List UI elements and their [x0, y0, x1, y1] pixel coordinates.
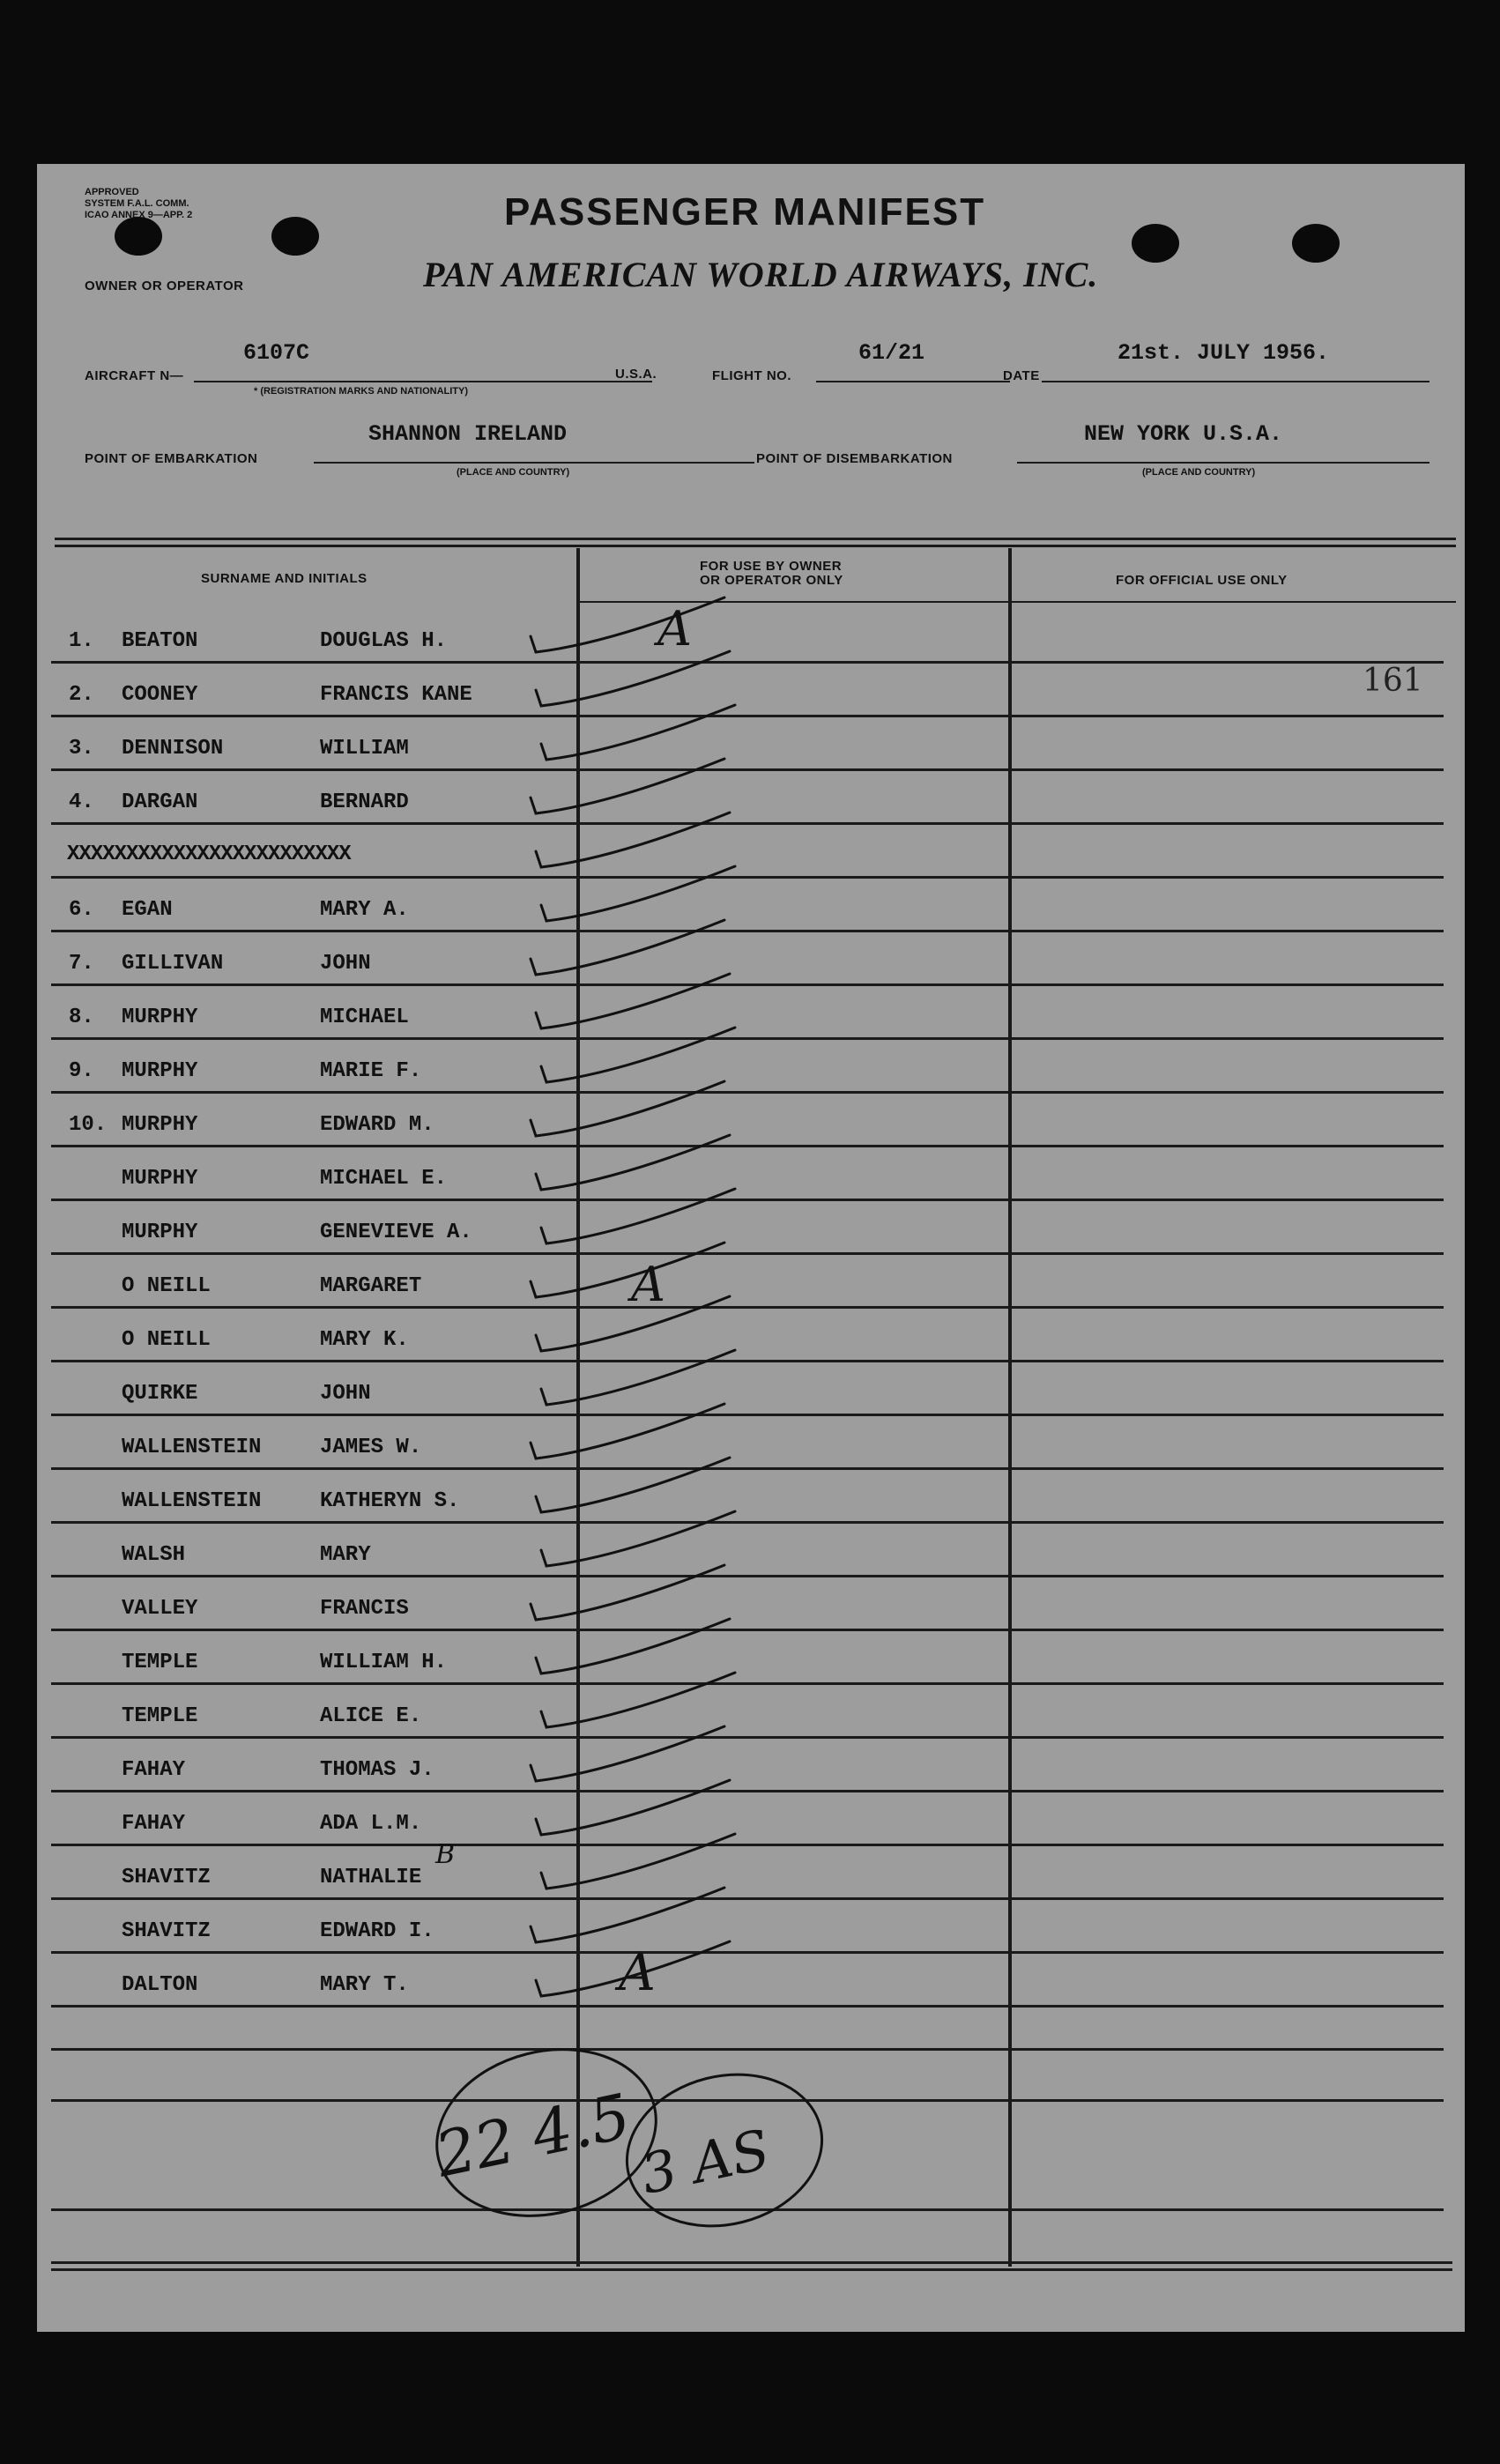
check-mark: [541, 1189, 735, 1243]
check-mark: [531, 759, 724, 813]
passenger-surname: FAHAY: [122, 1812, 186, 1836]
passenger-surname: MURPHY: [122, 1006, 198, 1029]
passenger-number: 7.: [69, 952, 94, 976]
check-mark: [536, 1135, 730, 1190]
embark-note: (PLACE AND COUNTRY): [457, 467, 570, 478]
passenger-surname: MURPHY: [122, 1167, 198, 1191]
passenger-given-names: ALICE E.: [320, 1704, 422, 1728]
aircraft-value: 6107C: [243, 340, 310, 366]
passenger-number: 6.: [69, 898, 94, 922]
check-mark: [541, 1511, 735, 1566]
passenger-given-names: MARY K.: [320, 1328, 409, 1352]
passenger-surname: MURPHY: [122, 1113, 198, 1137]
passenger-surname: COONEY: [122, 683, 198, 707]
passenger-surname: GILLIVAN: [122, 952, 224, 976]
check-mark: [531, 1404, 724, 1458]
embark-value: SHANNON IRELAND: [368, 421, 568, 447]
passenger-surname: MURPHY: [122, 1059, 198, 1083]
passenger-given-names: NATHALIE: [320, 1866, 422, 1889]
page-title: PASSENGER MANIFEST: [504, 190, 986, 234]
passenger-surname: WALLENSTEIN: [122, 1489, 262, 1513]
date-value: 21st. JULY 1956.: [1118, 340, 1330, 366]
column-header-name: SURNAME AND INITIALS: [201, 571, 368, 586]
check-mark: [531, 1081, 724, 1136]
passenger-number: 9.: [69, 1059, 94, 1083]
passenger-surname: WALLENSTEIN: [122, 1436, 262, 1459]
check-mark: [531, 1243, 724, 1297]
passenger-surname: TEMPLE: [122, 1704, 198, 1728]
passenger-given-names: MARY: [320, 1543, 371, 1567]
disembark-value: NEW YORK U.S.A.: [1084, 421, 1283, 447]
passenger-given-names: WILLIAM: [320, 737, 409, 761]
passenger-surname: TEMPLE: [122, 1651, 198, 1674]
passenger-given-names: ADA L.M.: [320, 1812, 422, 1836]
passenger-surname: SHAVITZ: [122, 1919, 211, 1943]
mark-a-dalton: A: [619, 1942, 656, 2002]
approval-line-1: APPROVED: [85, 187, 139, 197]
official-number: 161: [1363, 663, 1423, 699]
check-mark: [536, 1780, 730, 1835]
embark-label: POINT OF EMBARKATION: [85, 451, 258, 466]
passenger-number: 8.: [69, 1006, 94, 1029]
passenger-given-names: MARGARET: [320, 1274, 422, 1298]
total-left: 22 4.5: [429, 2080, 637, 2192]
disembark-note: (PLACE AND COUNTRY): [1142, 467, 1256, 478]
check-mark: [531, 920, 724, 975]
column-header-owner-2: OR OPERATOR ONLY: [700, 573, 843, 588]
passenger-given-names: WILLIAM H.: [320, 1651, 448, 1674]
aircraft-label: AIRCRAFT N—: [85, 368, 184, 383]
passenger-surname: DALTON: [122, 1973, 198, 1997]
check-mark: [536, 813, 730, 867]
passenger-number: 4.: [69, 790, 94, 814]
passenger-given-names: MARIE F.: [320, 1059, 422, 1083]
check-mark: [536, 651, 730, 706]
column-header-owner-1: FOR USE BY OWNER: [700, 559, 843, 574]
passenger-number: 1.: [69, 629, 94, 653]
passenger-given-names: MARY A.: [320, 898, 409, 922]
passenger-given-names: EDWARD M.: [320, 1113, 434, 1137]
approval-line-3: ICAO ANNEX 9—APP. 2: [85, 210, 193, 220]
check-mark: [531, 1565, 724, 1620]
struck-entry: XXXXXXXXXXXXXXXXXXXXXXXX: [67, 842, 351, 866]
passenger-surname: O NEILL: [122, 1274, 211, 1298]
passenger-given-names: JOHN: [320, 1382, 371, 1406]
passenger-surname: FAHAY: [122, 1758, 186, 1782]
passenger-given-names: KATHERYN S.: [320, 1489, 460, 1513]
passenger-given-names: DOUGLAS H.: [320, 629, 448, 653]
disembark-label: POINT OF DISEMBARKATION: [756, 451, 953, 466]
passenger-given-names: EDWARD I.: [320, 1919, 434, 1943]
passenger-given-names: FRANCIS: [320, 1597, 409, 1621]
passenger-surname: MURPHY: [122, 1221, 198, 1244]
passenger-given-names: JAMES W.: [320, 1436, 422, 1459]
passenger-given-names: THOMAS J.: [320, 1758, 434, 1782]
passenger-surname: O NEILL: [122, 1328, 211, 1352]
passenger-surname: QUIRKE: [122, 1382, 198, 1406]
check-mark: [531, 1726, 724, 1781]
flight-value: 61/21: [858, 340, 925, 366]
passenger-given-names: MICHAEL E.: [320, 1167, 448, 1191]
check-mark: [541, 1028, 735, 1082]
check-mark: [541, 705, 735, 760]
check-mark: [536, 1458, 730, 1512]
passenger-surname: WALSH: [122, 1543, 186, 1567]
column-header-official: FOR OFFICIAL USE ONLY: [1116, 573, 1288, 588]
total-right: 3 AS: [635, 2117, 776, 2208]
check-mark: [536, 974, 730, 1028]
handwriting-layer: [37, 164, 1465, 2332]
passenger-given-names: BERNARD: [320, 790, 409, 814]
check-mark: [541, 1673, 735, 1727]
mark-a-beaton: A: [657, 601, 692, 657]
approval-line-2: SYSTEM F.A.L. COMM.: [85, 198, 189, 209]
passenger-given-names: GENEVIEVE A.: [320, 1221, 472, 1244]
passenger-given-names: MARY T.: [320, 1973, 409, 1997]
registration-note: * (REGISTRATION MARKS AND NATIONALITY): [254, 386, 469, 397]
owner-label: OWNER OR OPERATOR: [85, 278, 244, 293]
mark-b-shavitz: B: [435, 1839, 456, 1870]
passenger-surname: SHAVITZ: [122, 1866, 211, 1889]
check-mark: [531, 1888, 724, 1942]
check-mark: [531, 597, 724, 652]
passenger-number: 3.: [69, 737, 94, 761]
check-mark: [541, 1834, 735, 1889]
usa-label: U.S.A.: [615, 367, 657, 382]
passenger-number: 10.: [69, 1113, 108, 1137]
passenger-surname: DENNISON: [122, 737, 224, 761]
flight-label: FLIGHT NO.: [712, 368, 791, 383]
passenger-surname: DARGAN: [122, 790, 198, 814]
passenger-given-names: FRANCIS KANE: [320, 683, 472, 707]
passenger-given-names: JOHN: [320, 952, 371, 976]
check-mark: [536, 1619, 730, 1674]
check-mark: [541, 1350, 735, 1405]
check-mark: [541, 866, 735, 921]
date-label: DATE: [1003, 368, 1040, 383]
passenger-surname: VALLEY: [122, 1597, 198, 1621]
mark-a-oneill: A: [631, 1257, 665, 1312]
manifest-sheet: [37, 164, 1465, 2332]
company-name: PAN AMERICAN WORLD AIRWAYS, INC.: [423, 255, 1099, 294]
passenger-surname: BEATON: [122, 629, 198, 653]
passenger-surname: EGAN: [122, 898, 173, 922]
passenger-number: 2.: [69, 683, 94, 707]
passenger-given-names: MICHAEL: [320, 1006, 409, 1029]
